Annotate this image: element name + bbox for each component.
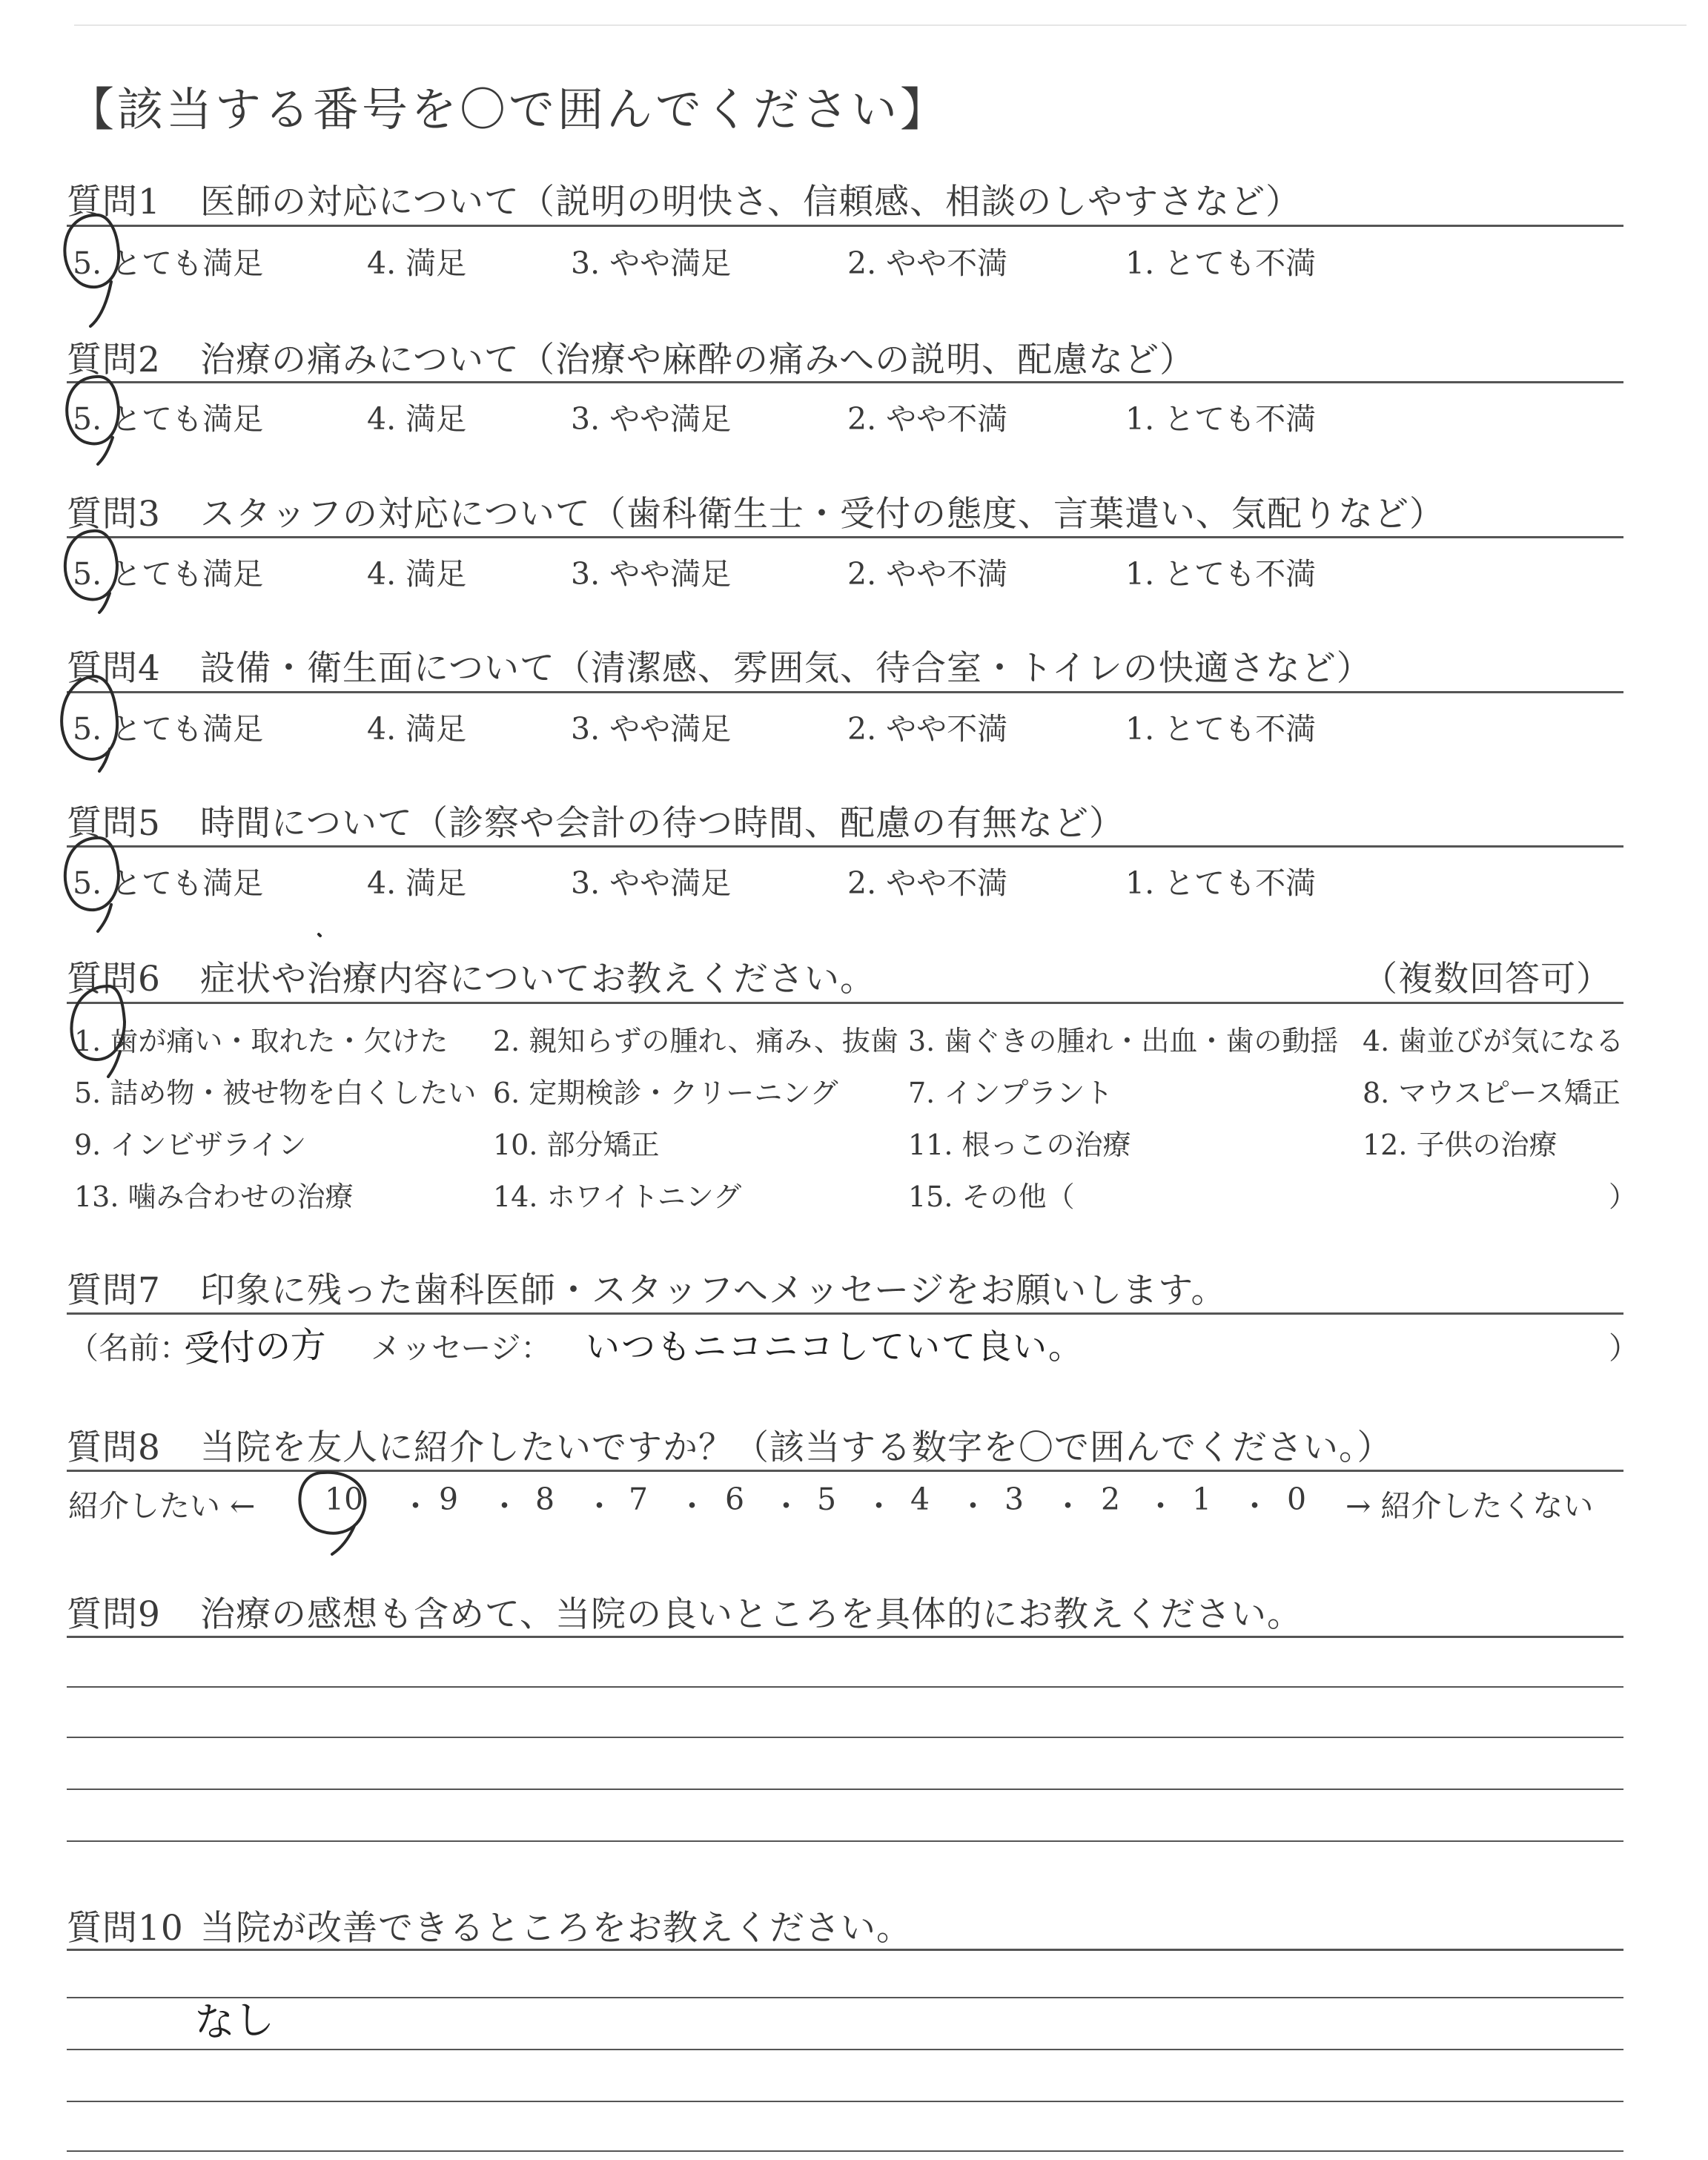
not-recommend-label: → 紹介したくない (1345, 1488, 1594, 1524)
scale-separator: ・ (1239, 1488, 1270, 1524)
multiple-answer-note: （複数回答可） (1363, 959, 1612, 1000)
circle-mark-q6 (71, 986, 125, 1077)
question-number: 質問10 (67, 1908, 184, 1949)
option-1[interactable]: 1. とても不満 (1125, 556, 1317, 592)
option-4[interactable]: 4. 満足 (367, 711, 467, 747)
scale-value-1[interactable]: 1 (1192, 1482, 1212, 1517)
scale-separator: ・ (677, 1488, 707, 1524)
scale-value-3[interactable]: 3 (1004, 1482, 1025, 1517)
message-answer[interactable]: いつもニコニコしていて良い。 (586, 1327, 1084, 1367)
symptom-option[interactable]: 6. 定期検診・クリーニング (493, 1077, 838, 1109)
option-2[interactable]: 2. やや不満 (847, 711, 1008, 747)
scale-value-4[interactable]: 4 (910, 1482, 930, 1517)
symptom-option[interactable]: 7. インプラント (908, 1077, 1113, 1109)
circle-mark-q8 (299, 1473, 365, 1554)
question-text: 治療の感想も含めて、当院の良いところを具体的にお教えください。 (200, 1594, 1303, 1635)
scale-value-8[interactable]: 8 (535, 1482, 555, 1517)
question-number: 質問9 (67, 1594, 161, 1635)
name-label: （名前： (68, 1330, 190, 1366)
circle-mark-q1 (64, 215, 119, 326)
name-answer[interactable]: 受付の方 (183, 1324, 328, 1371)
question-text: 当院が改善できるところをお教えください。 (200, 1908, 912, 1949)
scale-separator: ・ (1053, 1488, 1083, 1524)
symptom-option[interactable]: 9. インビザライン (74, 1129, 307, 1161)
question-text: 症状や治療内容についてお教えください。 (200, 959, 876, 1000)
scale-separator: ・ (400, 1488, 431, 1524)
symptom-option[interactable]: 11. 根っこの治療 (908, 1129, 1131, 1161)
symptom-option[interactable]: 1. 歯が痛い・取れた・欠けた (74, 1025, 448, 1057)
question-number: 質問6 (67, 959, 161, 1000)
symptom-option[interactable]: 12. 子供の治療 (1363, 1129, 1558, 1161)
scale-value-7[interactable]: 7 (629, 1482, 649, 1517)
symptom-option[interactable]: 15. その他（ (908, 1180, 1075, 1213)
option-2[interactable]: 2. やや不満 (847, 865, 1008, 901)
question-number: 質問7 (67, 1270, 161, 1311)
option-2[interactable]: 2. やや不満 (847, 401, 1008, 437)
option-3[interactable]: 3. やや満足 (571, 865, 732, 901)
symptom-option[interactable]: 14. ホワイトニング (493, 1180, 742, 1213)
scale-value-6[interactable]: 6 (725, 1482, 745, 1517)
scale-separator: ・ (771, 1488, 801, 1524)
other-close-paren: ） (1609, 1180, 1638, 1213)
symptom-option[interactable]: 10. 部分矯正 (493, 1129, 660, 1161)
question-number: 質問5 (67, 803, 161, 844)
scale-separator: ・ (958, 1488, 988, 1524)
question-number: 質問4 (67, 648, 161, 689)
option-5[interactable]: 5. とても満足 (73, 865, 264, 901)
scale-separator: ・ (584, 1488, 615, 1524)
scale-value-0[interactable]: 0 (1287, 1482, 1307, 1517)
option-4[interactable]: 4. 満足 (367, 556, 467, 592)
circle-mark-q3 (65, 531, 117, 612)
scale-value-9[interactable]: 9 (439, 1482, 459, 1517)
option-2[interactable]: 2. やや不満 (847, 245, 1008, 281)
option-1[interactable]: 1. とても不満 (1125, 401, 1317, 437)
option-5[interactable]: 5. とても満足 (73, 556, 264, 592)
message-label: メッセージ： (371, 1330, 552, 1366)
option-1[interactable]: 1. とても不満 (1125, 711, 1317, 747)
dot-mark (319, 934, 320, 936)
option-1[interactable]: 1. とても不満 (1125, 245, 1317, 281)
symptom-option[interactable]: 8. マウスピース矯正 (1363, 1077, 1621, 1109)
question-text: 印象に残った歯科医師・スタッフへメッセージをお願いします。 (200, 1270, 1227, 1311)
question-number: 質問1 (67, 182, 161, 222)
option-4[interactable]: 4. 満足 (367, 865, 467, 901)
option-4[interactable]: 4. 満足 (367, 245, 467, 281)
scale-separator: ・ (864, 1488, 894, 1524)
option-3[interactable]: 3. やや満足 (571, 711, 732, 747)
symptom-option[interactable]: 3. 歯ぐきの腫れ・出血・歯の動揺 (908, 1025, 1339, 1057)
scale-value-2[interactable]: 2 (1101, 1482, 1121, 1517)
question-number: 質問3 (67, 494, 161, 535)
recommend-label: 紹介したい ← (68, 1488, 256, 1524)
question-number: 質問8 (67, 1427, 161, 1468)
symptom-option[interactable]: 4. 歯並びが気になる (1363, 1025, 1624, 1057)
question-text: 当院を友人に紹介したいですか？（該当する数字を〇で囲んでください。） (200, 1427, 1393, 1468)
question-text: スタッフの対応について（歯科衛生士・受付の態度、言葉遣い、気配りなど） (200, 494, 1446, 535)
symptom-option[interactable]: 2. 親知らずの腫れ、痛み、抜歯 (493, 1025, 898, 1057)
option-4[interactable]: 4. 満足 (367, 401, 467, 437)
scale-value-10[interactable]: 10 (325, 1482, 364, 1517)
scale-separator: ・ (489, 1488, 520, 1524)
question-text: 医師の対応について（説明の明快さ、信頼感、相談のしやすさなど） (200, 182, 1302, 222)
question-text: 設備・衛生面について（清潔感、雰囲気、待合室・トイレの快適さなど） (200, 648, 1372, 689)
circle-mark-q4 (62, 676, 117, 771)
question-number: 質問2 (67, 340, 161, 380)
close-paren: ） (1609, 1330, 1639, 1366)
improvement-answer[interactable]: なし (193, 1995, 276, 2047)
option-3[interactable]: 3. やや満足 (571, 245, 732, 281)
circle-mark-q2 (67, 377, 119, 464)
option-3[interactable]: 3. やや満足 (571, 401, 732, 437)
option-5[interactable]: 5. とても満足 (73, 245, 264, 281)
symptom-option[interactable]: 5. 詰め物・被せ物を白くしたい (74, 1077, 477, 1109)
option-5[interactable]: 5. とても満足 (73, 401, 264, 437)
option-5[interactable]: 5. とても満足 (73, 711, 264, 747)
question-text: 治療の痛みについて（治療や麻酔の痛みへの説明、配慮など） (200, 340, 1196, 380)
page-heading: 【該当する番号を〇で囲んでください】 (68, 82, 950, 136)
scale-value-5[interactable]: 5 (817, 1482, 837, 1517)
option-1[interactable]: 1. とても不満 (1125, 865, 1317, 901)
symptom-option[interactable]: 13. 噛み合わせの治療 (74, 1180, 354, 1213)
circle-mark-q5 (65, 838, 119, 931)
question-text: 時間について（診察や会計の待つ時間、配慮の有無など） (200, 803, 1125, 844)
scale-separator: ・ (1145, 1488, 1176, 1524)
option-3[interactable]: 3. やや満足 (571, 556, 732, 592)
option-2[interactable]: 2. やや不満 (847, 556, 1008, 592)
